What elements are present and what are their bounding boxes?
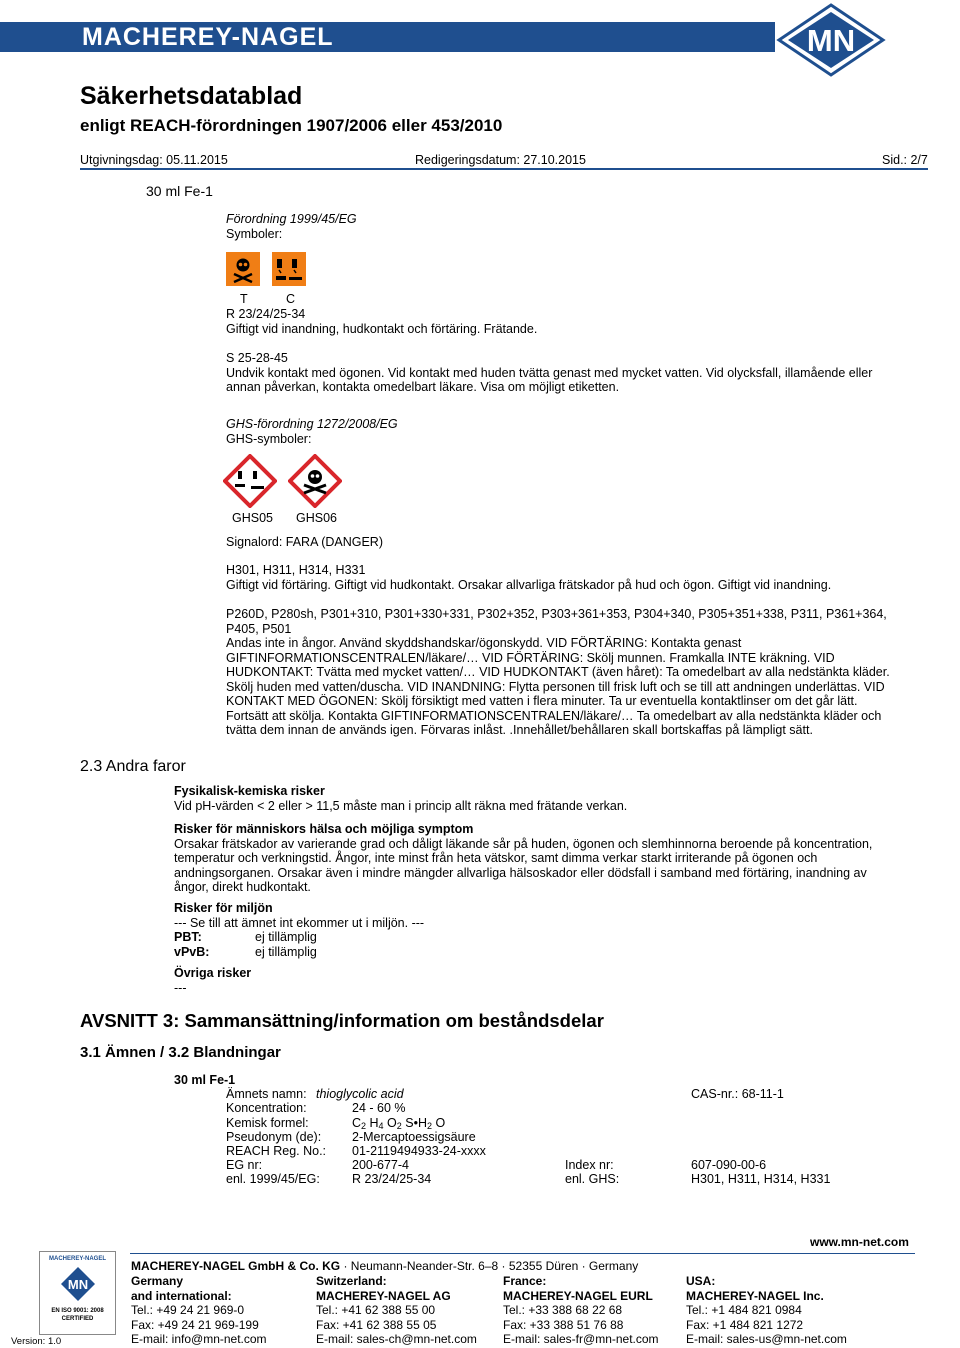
brand-name: MACHEREY-NAGEL [82, 23, 334, 51]
cert-mn-logo-icon [60, 1266, 96, 1302]
phys-title: Fysikalisk-kemiska risker [174, 784, 325, 798]
ghs-symbols-label: GHS-symboler: [226, 431, 312, 446]
pseudo-label: Pseudonym (de): [226, 1130, 322, 1144]
p-text-4: KONTAKT MED ÖGONEN: Skölj försiktigt med vatten i flera minuter. Ta ur eventuella kontaktlinser om det går lätt. [226, 694, 858, 708]
eu-symbols-label: Symboler: [226, 226, 283, 241]
formula-value: $C_2$ $H_4$ $O_2$ $S•H_2$ O [352, 1116, 446, 1131]
enl1999-label: enl. 1999/45/EG: [226, 1172, 320, 1186]
name-value: thioglycolic acid [316, 1087, 404, 1101]
footer-col-usa: USA: MACHEREY-NAGEL Inc. Tel.: +1 484 821 0984 Fax: +1 484 821 1272 E-mail: sales-us@mn-net.com [686, 1274, 847, 1346]
conc-value: 24 - 60 % [352, 1101, 406, 1115]
other-title: Övriga risker [174, 966, 252, 980]
reach-label: REACH Reg. No.: [226, 1144, 327, 1158]
p-text-6: tvätta dem innan de används igen. Förvaras inlåst. .Innehållet/behållaren skall bortskaffas på lämpligt sätt. [226, 723, 813, 737]
section-3-heading: AVSNITT 3: Sammansättning/information om beståndsdelar [80, 1010, 604, 1031]
phys-text: Vid pH-värden < 2 eller > 11,5 måste man i princip allt räkna med frätande verkan. [174, 798, 628, 813]
section-2-3-heading: 2.3 Andra faror [80, 758, 186, 775]
p-text-3: Skölj huden med vatten/duscha. VID INANDNING: Flytta personen till frisk luft och se till att andningen underlättas. VID [226, 679, 885, 694]
eu-phrases [226, 307, 537, 336]
footer-company: MACHEREY-NAGEL GmbH & Co. KG [131, 1259, 341, 1273]
eu-symbol-c: C [286, 292, 296, 306]
ghs05-corrosion-icon [223, 454, 277, 508]
footer-col-france: France: MACHEREY-NAGEL EURL Tel.: +33 388 68 22 68 Fax: +33 388 51 76 88 E-mail: sales-fr@mn-net.com [503, 1274, 659, 1346]
name-label: Ämnets namn: [226, 1087, 307, 1101]
eu-reg-title: Förordning 1999/45/EG [226, 212, 357, 226]
other-text: --- [174, 980, 187, 995]
r-text: Giftigt vid inandning, hudkontakt och förtäring. Frätande. [226, 321, 538, 336]
version: Version: 1.0 [11, 1336, 62, 1347]
ghs06-skull-icon [288, 454, 342, 508]
formula-label: Kemisk formel: [226, 1116, 309, 1130]
footer-col-germany: Germany and international: Tel.: +49 24 21 969-0 Fax: +49 24 21 969-199 E-mail: info@mn-net.com [131, 1274, 267, 1346]
p-codes-2: P405, P501 [226, 621, 292, 636]
reach-value: 01-2119494933-24-xxxx [352, 1144, 486, 1158]
p-codes-1: P260D, P280sh, P301+310, P301+330+331, P302+352, P303+361+353, P304+340, P305+351+338, P311, P361+364, [226, 607, 887, 621]
health-title: Risker för människors hälsa och möjliga symptom [174, 822, 474, 836]
h-text: Giftigt vid förtäring. Giftigt vid hudkontakt. Orsakar allvarliga frätskador på hud och ögon. Giftigt vid inandning. [226, 577, 832, 592]
corrosive-icon [272, 252, 306, 286]
footer-address: · Neumann-Neander-Str. 6–8 · 52355 Düren · Germany [340, 1259, 639, 1273]
env-block [174, 901, 424, 930]
eu-symbol-t: T [240, 292, 248, 306]
eg-label: EG nr: [226, 1158, 263, 1172]
email-germany: E-mail: info@mn-net.com [131, 1332, 267, 1346]
other-block [174, 966, 251, 995]
section-3-1-heading: 3.1 Ämnen / 3.2 Blandningar [80, 1044, 281, 1061]
r-phrases: R 23/24/25-34 [226, 307, 306, 321]
product-name: 30 ml Fe-1 [146, 183, 213, 199]
health-block [174, 822, 872, 895]
eu-reg-block [226, 212, 357, 241]
iso-cert-badge [39, 1251, 116, 1335]
cert-top: MACHEREY-NAGEL [48, 1256, 106, 1262]
index-value: 607-090-00-6 [691, 1158, 767, 1172]
mn-logo-text: MN [806, 23, 856, 58]
section-2-3-body [174, 784, 627, 813]
mn-logo [775, 3, 887, 77]
revision-date: Redigeringsdatum: 27.10.2015 [415, 153, 586, 167]
signal-word: Signalord: FARA (DANGER) [226, 535, 383, 549]
email-switzerland: E-mail: sales-ch@mn-net.com [316, 1332, 477, 1346]
eg-value: 200-677-4 [352, 1158, 409, 1172]
cas-number: CAS-nr.: 68-11-1 [691, 1087, 784, 1101]
health-text-2: andningsorganen. Orsakar även i mindre mängder allvarliga hälsoskador eller dödsfall i samband med förtäring, inandning av [174, 865, 867, 880]
page-number: Sid.: 2/7 [882, 153, 928, 167]
p-statements [226, 607, 890, 738]
health-text-1: temperatur och verkningstid. Ångor, inte minst från heta vätskor, samt dimma verkar starkt irriterande på ögonen och [174, 851, 818, 865]
h-codes: H301, H311, H314, H331 [226, 563, 366, 577]
email-usa: E-mail: sales-us@mn-net.com [686, 1332, 847, 1346]
footer-col-switzerland: Switzerland: MACHEREY-NAGEL AG Tel.: +41 62 388 55 00 Fax: +41 62 388 55 05 E-mail: sales-ch@mn-net.com [316, 1274, 477, 1346]
email-france: E-mail: sales-fr@mn-net.com [503, 1332, 659, 1346]
s-text-1: Undvik kontakt med ögonen. Vid kontakt med huden tvätta genast med mycket vatten. Vid olycksfall, illamående eller [226, 365, 873, 380]
ghs-code-05: GHS05 [232, 511, 273, 525]
pbt-label: PBT: [174, 930, 202, 944]
s-phrases: S 25-28-45 [226, 351, 288, 365]
s-text-2: annan påverkan, kontakta omedelbart läkare. Visa om möjligt etiketten. [226, 380, 620, 394]
pseudo-value: 2-Mercaptoessigsäure [352, 1130, 476, 1144]
sec3-product: 30 ml Fe-1 [174, 1073, 236, 1087]
issue-date: Utgivningsdag: 05.11.2015 [80, 153, 228, 167]
enlghs-label: enl. GHS: [565, 1172, 620, 1186]
cert-line-1: EN ISO 9001: 2008 [51, 1308, 104, 1314]
doc-title: Säkerhetsdatablad [80, 82, 303, 110]
p-text-2: HUDKONTAKT: Tvätta med mycket vatten/… VID HUDKONTAKT (även håret): Ta omedelbart av alla nedstänkta kläder. [226, 665, 890, 679]
header-rule [80, 168, 928, 170]
s-phrases-block [226, 351, 872, 395]
ghs-block [226, 417, 398, 446]
svg-text:MN: MN [67, 1277, 89, 1292]
footer-website[interactable]: www.mn-net.com [810, 1235, 909, 1249]
doc-subtitle: enligt REACH-förordningen 1907/2006 eller 453/2010 [80, 116, 503, 135]
env-title: Risker för miljön [174, 901, 273, 915]
p-text-0: Andas inte in ångor. Använd skyddshandskar/ögonskydd. VID FÖRTÄRING: Kontakta genast [226, 636, 742, 650]
health-text-0: Orsakar frätskador av varierande grad och dåligt läkande sår på huden, ögonen och slemhinnorna beroende på koncentration, [174, 836, 873, 851]
footer-rule [130, 1253, 915, 1254]
vpvb-label: vPvB: [174, 945, 210, 959]
toxic-skull-icon [226, 252, 260, 286]
ghs-title: GHS-förordning 1272/2008/EG [226, 417, 398, 431]
p-text-1: GIFTINFORMATIONSCENTRALEN/läkare/… VID FÖRTÄRING: Skölj munnen. Framkalla INTE kräkning. VID [226, 650, 835, 665]
cert-line-2: CERTIFIED [61, 1316, 94, 1322]
conc-label: Koncentration: [226, 1101, 307, 1115]
index-label: Index nr: [565, 1158, 614, 1172]
h-statements [226, 563, 831, 592]
ghs-code-06: GHS06 [296, 511, 337, 525]
vpvb-value: ej tillämplig [255, 945, 317, 959]
pbt-value: ej tillämplig [255, 930, 317, 944]
env-text: --- Se till att ämnet int ekommer ut i miljön. --- [174, 915, 425, 930]
footer-company-line [131, 1259, 638, 1274]
enlghs-value: H301, H311, H314, H331 [691, 1172, 831, 1186]
health-text-3: ångor, direkt hudkontakt. [174, 880, 311, 894]
p-text-5: Fortsätt att skölja. Kontakta GIFTINFORMATIONSCENTRALEN/läkare/… Ta omedelbart av alla nedstänkta kläder och [226, 708, 882, 723]
enl1999-value: R 23/24/25-34 [352, 1172, 432, 1186]
